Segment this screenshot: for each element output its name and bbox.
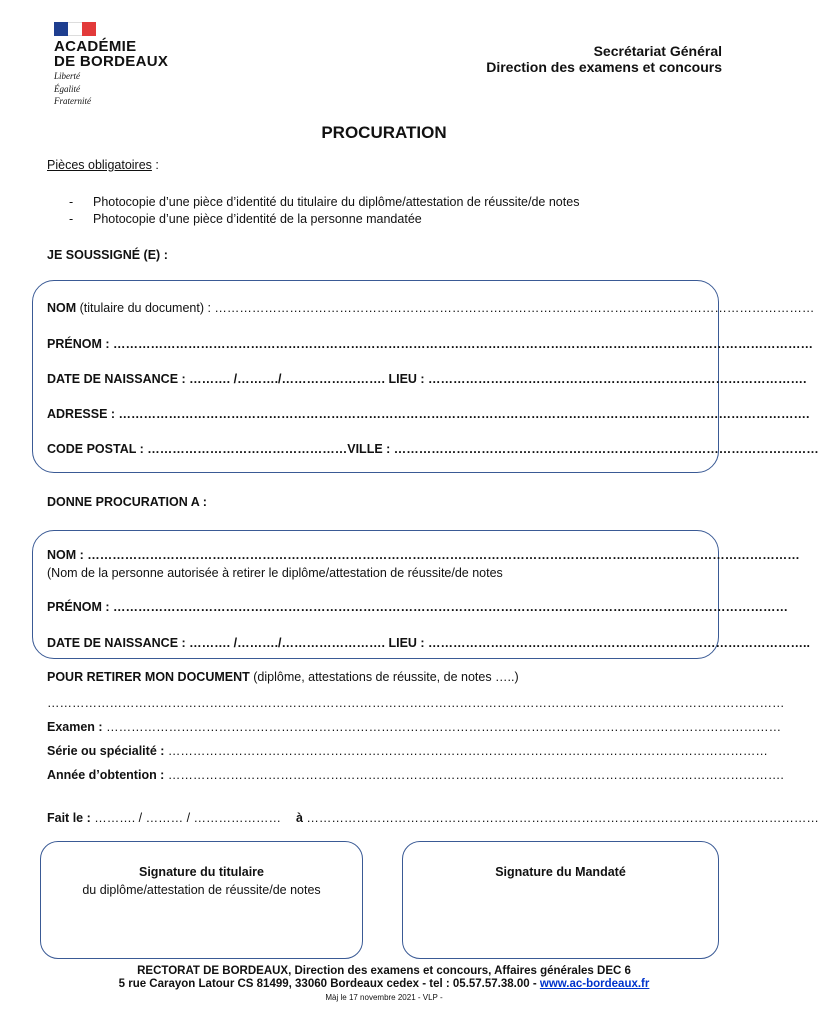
pieces-heading bbox=[47, 158, 159, 172]
pieces-colon: : bbox=[151, 158, 159, 172]
serie-field[interactable] bbox=[47, 744, 768, 758]
mandataire-prenom-field[interactable]: PRÉNOM : ……………………………………………………………………………………………………………………………………………… bbox=[47, 600, 788, 614]
footer-line1: RECTORAT DE BORDEAUX, Direction des examens et concours, Affaires générales DEC 6 bbox=[137, 965, 631, 977]
footer-address: 5 rue Carayon Latour CS 81499, 33060 Bordeaux cedex - tel : 05.57.57.38.00 - bbox=[118, 978, 540, 990]
titulaire-naissance-field[interactable] bbox=[47, 372, 807, 386]
motto-liberte: Liberté bbox=[54, 71, 80, 81]
footer-update: Màj le 17 novembre 2021 - VLP - bbox=[325, 993, 443, 1002]
cp-label: CODE POSTAL : bbox=[47, 442, 144, 456]
annee-dots: …………………………………………………………………………………………………………………………………. bbox=[164, 768, 784, 782]
titulaire-cp-ville-field[interactable] bbox=[47, 442, 819, 456]
examen-label: Examen : bbox=[47, 720, 103, 734]
lieu-label: LIEU : bbox=[388, 636, 425, 650]
ville-dots: ………………………………………………………………………………………… bbox=[390, 442, 819, 456]
examen-dots: ……………………………………………………………………………………………………………………………………………… bbox=[102, 720, 782, 734]
soussigne-heading: JE SOUSSIGNÉ (E) : bbox=[47, 248, 168, 262]
naissance-label: DATE DE NAISSANCE : bbox=[47, 636, 186, 650]
naissance-dots: ………. /………./……………………. bbox=[185, 372, 389, 386]
footer bbox=[0, 965, 768, 1004]
titulaire-nom-field[interactable] bbox=[47, 301, 815, 315]
pieces-item-1: Photocopie d’une pièce d’identité du titulaire du diplôme/attestation de réussite/de notes bbox=[93, 195, 580, 209]
page-title: PROCURATION bbox=[321, 123, 447, 142]
mandataire-naissance-field[interactable] bbox=[47, 636, 810, 650]
retrait-note: (diplôme, attestations de réussite, de notes …..) bbox=[249, 670, 519, 684]
list-item: - bbox=[69, 195, 74, 209]
lieu-dots: ……………………………………………………………………………….. bbox=[424, 636, 810, 650]
logo-line1: ACADÉMIE bbox=[54, 38, 137, 55]
fait-label: Fait le : bbox=[47, 811, 91, 825]
lieu-dots: ………………………………………………………………………………. bbox=[424, 372, 807, 386]
retrait-label: POUR RETIRER MON DOCUMENT bbox=[47, 670, 250, 684]
lieu-signature-field[interactable] bbox=[296, 811, 819, 825]
a-dots: …………………………………………………………………………………………………………… bbox=[302, 811, 819, 825]
motto-fraternite: Fraternité bbox=[54, 96, 91, 106]
mandataire-nom-note: (Nom de la personne autorisée à retirer le diplôme/attestation de réussite/de notes bbox=[47, 566, 503, 580]
cp-dots: ………………………………………… bbox=[143, 442, 348, 456]
annee-field[interactable] bbox=[47, 768, 784, 782]
donne-heading: DONNE PROCURATION A : bbox=[47, 495, 207, 509]
retrait-heading bbox=[47, 670, 707, 684]
lieu-label: LIEU : bbox=[388, 372, 425, 386]
signature-mandate-box[interactable] bbox=[402, 841, 719, 959]
pieces-label: Pièces obligatoires bbox=[47, 158, 152, 172]
annee-label: Année d’obtention : bbox=[47, 768, 165, 782]
ville-label: VILLE : bbox=[347, 442, 391, 456]
motto-egalite: Égalité bbox=[54, 83, 80, 94]
retrait-dots-field[interactable]: …………………………………………………………………………………………………………………………………………………………… bbox=[47, 696, 785, 710]
footer-line2 bbox=[0, 978, 768, 991]
header-department bbox=[486, 43, 722, 75]
signature-titulaire-title: Signature du titulaire bbox=[138, 865, 264, 879]
pieces-item-2: Photocopie d’une pièce d’identité de la personne mandatée bbox=[93, 212, 422, 226]
academie-logo bbox=[54, 22, 184, 107]
fait-dots: ………. / ……… / ………………… bbox=[90, 811, 282, 825]
logo-line2: DE BORDEAUX bbox=[54, 53, 169, 70]
signature-mandate-title: Signature du Mandaté bbox=[495, 865, 626, 879]
serie-label: Série ou spécialité : bbox=[47, 744, 165, 758]
examen-field[interactable] bbox=[47, 720, 782, 734]
footer-website-link[interactable]: www.ac-bordeaux.fr bbox=[539, 978, 650, 990]
fait-le-field[interactable] bbox=[47, 811, 297, 825]
list-item: - bbox=[69, 212, 74, 226]
serie-dots: ……………………………………………………………………………………………………………………………… bbox=[164, 744, 768, 758]
titulaire-prenom-field[interactable]: PRÉNOM : …………………………………………………………………………………………………………………………………………………… bbox=[47, 337, 813, 351]
header-direction: Direction des examens et concours bbox=[486, 59, 722, 75]
a-label: à bbox=[296, 811, 303, 825]
nom-label: NOM bbox=[47, 301, 77, 315]
titulaire-adresse-field[interactable]: ADRESSE : …………………………………………………………………………………………………………………………………………………. bbox=[47, 407, 810, 421]
naissance-dots: ………. /………./……………………. bbox=[185, 636, 389, 650]
signature-titulaire-box[interactable] bbox=[40, 841, 363, 959]
mandataire-nom-field[interactable]: NOM : ……………………………………………………………………………………………………………………………………………………… bbox=[47, 548, 800, 562]
nom-dots: (titulaire du document) : ……………………………………………………………………………………………………………………………… bbox=[76, 301, 815, 315]
signature-titulaire-subtitle: du diplôme/attestation de réussite/de notes bbox=[82, 883, 321, 897]
marianne-flag-icon bbox=[54, 22, 96, 36]
naissance-label: DATE DE NAISSANCE : bbox=[47, 372, 186, 386]
header-secretariat: Secrétariat Général bbox=[593, 43, 722, 59]
